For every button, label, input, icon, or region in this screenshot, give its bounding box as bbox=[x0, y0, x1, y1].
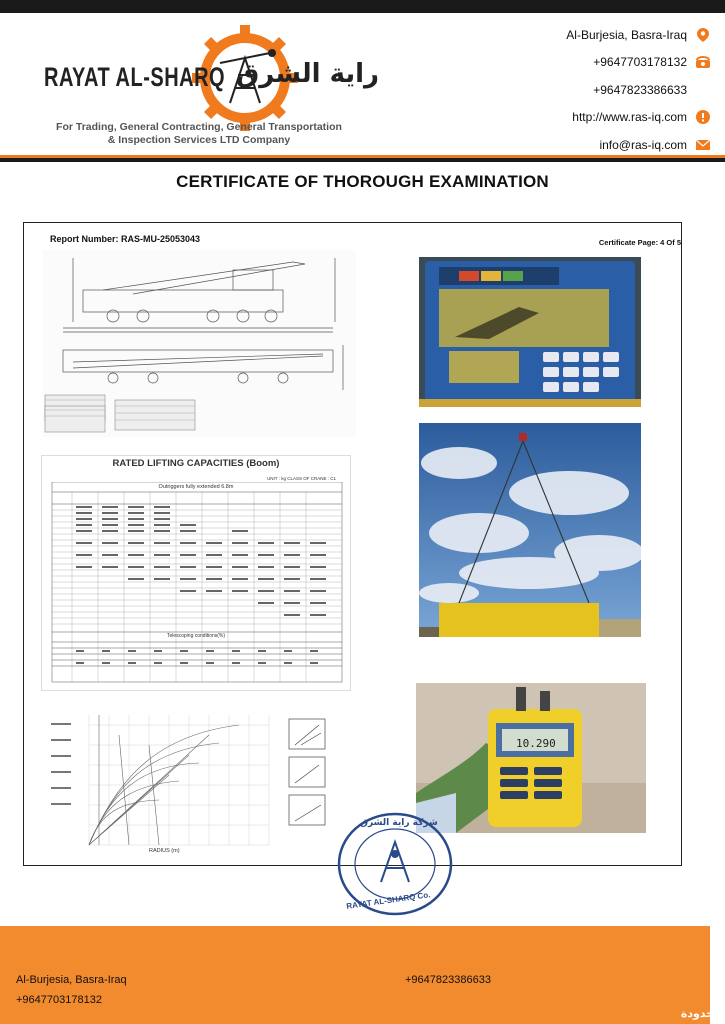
logo-name-en: RAYAT AL-SHARQ bbox=[44, 63, 226, 93]
mail-icon bbox=[695, 137, 711, 153]
footer bbox=[0, 926, 710, 1024]
company-logo bbox=[40, 23, 380, 133]
contact-address-text: Al-Burjesia, Basra-Iraq bbox=[566, 27, 687, 42]
logo-name-ar: راية الشرق bbox=[236, 59, 380, 89]
load-cell-reading: 10.290 bbox=[516, 737, 556, 750]
crane-drawing bbox=[43, 250, 356, 437]
phone-icon bbox=[695, 54, 711, 70]
capacity-table-telescoping: Telescoping conditions(%) bbox=[166, 633, 226, 639]
lmi-display-photo bbox=[419, 257, 641, 407]
contact-phone-1-text: +9647703178132 bbox=[593, 55, 687, 70]
contact-phone-1 bbox=[511, 49, 711, 77]
letterhead bbox=[0, 13, 725, 161]
certificate-frame bbox=[23, 222, 682, 866]
capacity-table bbox=[41, 455, 351, 691]
footer-stamp-text: محدودة bbox=[680, 1007, 721, 1020]
load-cell-photo bbox=[416, 683, 646, 833]
contact-phone-2-text: +9647823386633 bbox=[593, 82, 687, 97]
stamp-text-en: RAYAT AL-SHARQ Co. bbox=[345, 890, 431, 911]
capacity-table-outriggers: Outriggers fully extended 6.8m bbox=[158, 484, 234, 490]
lmi-display-image bbox=[419, 257, 641, 407]
location-icon bbox=[695, 27, 711, 43]
footer-address: Al-Burjesia, Basra-Iraq bbox=[16, 974, 127, 986]
contact-address bbox=[511, 21, 711, 49]
header-rule bbox=[0, 158, 725, 162]
contact-website-text[interactable]: http://www.ras-iq.com bbox=[572, 110, 687, 125]
document-title: CERTIFICATE OF THOROUGH EXAMINATION bbox=[176, 172, 549, 191]
contact-phone-2 bbox=[511, 76, 711, 104]
load-chart-xlabel: RADIUS (m) bbox=[149, 848, 180, 854]
load-cell-image bbox=[416, 683, 646, 833]
tagline-line-1: For Trading, General Contracting, General Transportation bbox=[56, 121, 342, 133]
footer-phone-1: +9647703178132 bbox=[16, 994, 102, 1006]
crane-drawing-image bbox=[43, 250, 356, 437]
contact-email-text[interactable]: info@ras-iq.com bbox=[599, 137, 687, 152]
web-icon bbox=[695, 109, 711, 125]
capacity-table-grid bbox=[42, 482, 351, 691]
top-bar bbox=[0, 0, 725, 13]
report-number-label: Report Number: bbox=[50, 234, 119, 244]
capacity-table-unit: UNIT : kg CLASS OF CRANE : C1 bbox=[267, 476, 336, 481]
load-test-image bbox=[419, 423, 641, 637]
company-stamp bbox=[336, 812, 454, 916]
report-number-value: RAS-MU-25053043 bbox=[121, 234, 201, 244]
footer-phone-2: +9647823386633 bbox=[405, 974, 491, 986]
certificate-page: Certificate Page: 4 Of 5 bbox=[598, 238, 681, 247]
tagline-line-2: & Inspection Services LTD Company bbox=[107, 134, 291, 146]
contact-list bbox=[511, 21, 711, 159]
contact-website bbox=[511, 104, 711, 132]
stamp-text-ar: شركة راية الشرق bbox=[360, 818, 438, 828]
capacity-table-title: RATED LIFTING CAPACITIES (Boom) bbox=[112, 458, 280, 469]
load-chart-image bbox=[39, 705, 341, 857]
company-tagline bbox=[44, 121, 354, 147]
load-chart bbox=[39, 705, 341, 857]
load-test-photo bbox=[419, 423, 641, 637]
report-number bbox=[50, 234, 200, 244]
